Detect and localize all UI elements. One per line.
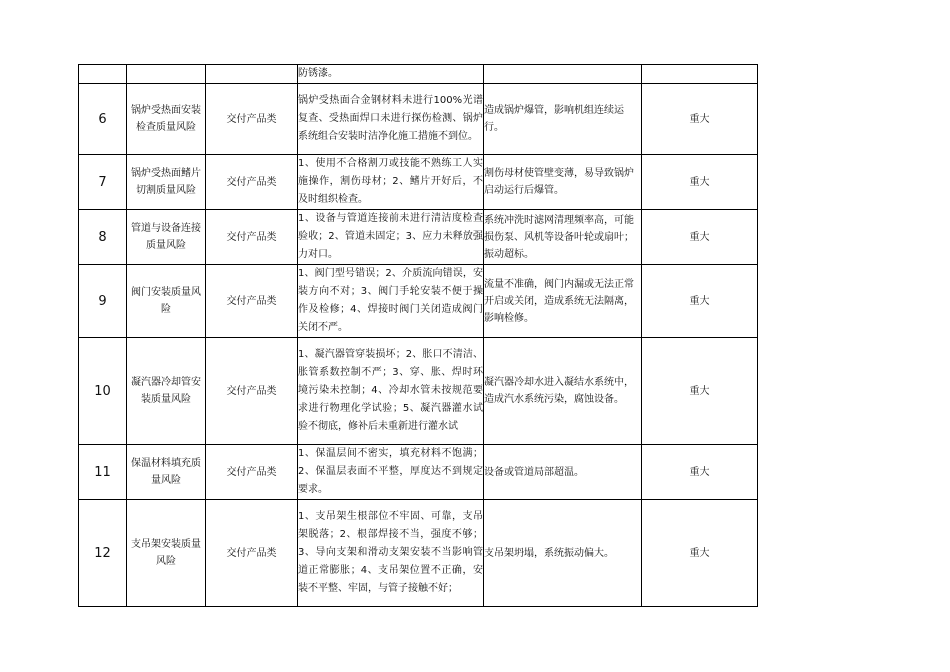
risk-level: 重大 — [642, 265, 758, 338]
row-number: 11 — [79, 445, 127, 500]
table-row — [79, 155, 758, 210]
risk-description — [298, 65, 484, 84]
risk-consequence: 支吊架坍塌，系统振动偏大。 — [484, 500, 642, 607]
risk-level: 重大 — [642, 84, 758, 155]
risk-description-text: 1、支吊架生根部位不牢固、可靠，支吊架脱落；2、根部焊接不当，强度不够；3、导向支架和滑动支架安装不当影响管道正常膨胀；4、支吊架位置不正确，安装不平整、牢固，与管子接触不好； — [298, 511, 483, 594]
risk-type: 交付产品类 — [206, 338, 298, 445]
risk-level: 重大 — [642, 500, 758, 607]
risk-name: 凝汽器冷却管安装质量风险 — [127, 338, 206, 445]
table-row — [79, 65, 758, 84]
risk-type: 交付产品类 — [206, 84, 298, 155]
risk-consequence: 割伤母材使管壁变薄，易导致锅炉启动运行后爆管。 — [484, 155, 642, 210]
risk-description — [298, 265, 484, 338]
risk-name: 管道与设备连接质量风险 — [127, 210, 206, 265]
risk-consequence — [484, 65, 642, 84]
row-number: 12 — [79, 500, 127, 607]
risk-type: 交付产品类 — [206, 265, 298, 338]
row-number: 9 — [79, 265, 127, 338]
risk-type: 交付产品类 — [206, 500, 298, 607]
risk-type: 交付产品类 — [206, 210, 298, 265]
risk-name: 锅炉受热面安装检查质量风险 — [127, 84, 206, 155]
row-number: 10 — [79, 338, 127, 445]
risk-consequence: 造成锅炉爆管，影响机组连续运行。 — [484, 84, 642, 155]
risk-level: 重大 — [642, 338, 758, 445]
risk-name: 锅炉受热面鳍片切割质量风险 — [127, 155, 206, 210]
risk-description-text: 锅炉受热面合金钢材料未进行100%光谱复查、受热面焊口未进行探伤检测、锅炉系统组合安装时洁净化施工措施不到位。 — [298, 95, 483, 142]
risk-name — [127, 65, 206, 84]
risk-description-text: 1、阀门型号错误；2、介质流向错误，安装方向不对；3、阀门手轮安装不便于操作及检修；4、焊接时阀门关闭造成阀门关闭不严。 — [298, 268, 483, 333]
risk-description — [298, 338, 484, 445]
table-row — [79, 265, 758, 338]
risk-name: 保温材料填充质量风险 — [127, 445, 206, 500]
row-number: 8 — [79, 210, 127, 265]
risk-level — [642, 65, 758, 84]
row-number: 6 — [79, 84, 127, 155]
risk-description — [298, 210, 484, 265]
risk-type: 交付产品类 — [206, 445, 298, 500]
risk-description-text: 1、使用不合格割刀或技能不熟练工人实施操作，割伤母材；2、鳍片开好后，不及时组织检查。 — [298, 158, 483, 205]
risk-consequence: 系统冲洗时滤网清理频率高，可能损伤泵、风机等设备叶轮或扇叶；振动超标。 — [484, 210, 642, 265]
risk-description-text: 1、凝汽器管穿装损坏；2、胀口不清洁、胀管系数控制不严；3、穿、胀、焊时环境污染未控制；4、冷却水管未按规范要求进行物理化学试验；5、凝汽器灌水试验不彻底，修补后未重新进行灌水试 — [298, 349, 483, 432]
risk-consequence: 设备或管道局部超温。 — [484, 445, 642, 500]
risk-consequence: 流量不准确，阀门内漏或无法正常开启或关闭，造成系统无法隔离，影响检修。 — [484, 265, 642, 338]
risk-level: 重大 — [642, 445, 758, 500]
risk-name: 阀门安装质量风险 — [127, 265, 206, 338]
table-row — [79, 500, 758, 607]
risk-type — [206, 65, 298, 84]
risk-name: 支吊架安装质量风险 — [127, 500, 206, 607]
risk-type: 交付产品类 — [206, 155, 298, 210]
risk-description — [298, 500, 484, 607]
table-row — [79, 445, 758, 500]
row-number: 7 — [79, 155, 127, 210]
row-number — [79, 65, 127, 84]
risk-description — [298, 84, 484, 155]
risk-description — [298, 445, 484, 500]
risk-table — [78, 64, 758, 607]
risk-description-text: 防锈漆。 — [298, 68, 338, 79]
risk-description-text: 1、保温层间不密实，填充材料不饱满；2、保温层表面不平整，厚度达不到规定要求。 — [298, 448, 483, 495]
table-row — [79, 338, 758, 445]
risk-description-text: 1、设备与管道连接前未进行清洁度检查验收；2、管道未固定；3、应力未释放强力对口。 — [298, 213, 483, 260]
risk-level: 重大 — [642, 210, 758, 265]
risk-level: 重大 — [642, 155, 758, 210]
risk-description — [298, 155, 484, 210]
risk-consequence: 凝汽器冷却水进入凝结水系统中，造成汽水系统污染，腐蚀设备。 — [484, 338, 642, 445]
table-row — [79, 210, 758, 265]
table-row — [79, 84, 758, 155]
